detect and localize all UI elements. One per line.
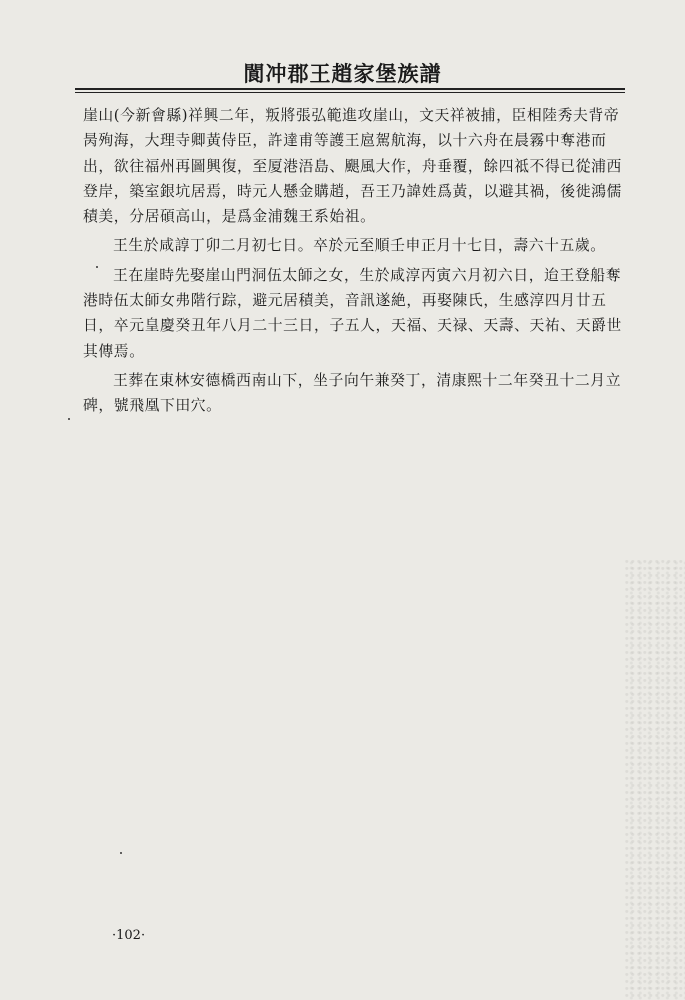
paragraph-1: 崖山(今新會縣)祥興二年，叛將張弘範進攻崖山，文天祥被捕，臣相陸秀夫背帝昺殉海，大理寺卿黃侍臣，許達甫等護王扈駕航海，以十六舟在晨霧中奪港而出，欲往福州再圖興復，至厦港浯島、颶風大作，舟垂覆，餘四祗不得已從浦西登岸，築室銀坑居焉，時元人懸金購趙，吾王乃諱姓爲黃，以避其禍，後徙鴻儒積美，分居碩高山，是爲金浦魏王系始祖。	[83, 107, 622, 226]
paragraph-4: 王葬在東林安德橋西南山下，坐子向午兼癸丁，清康熙十二年癸丑十二月立碑，號飛凰下田穴。	[83, 371, 622, 415]
page-number: ·102·	[112, 928, 146, 943]
body-text	[83, 103, 629, 423]
scan-noise	[625, 560, 685, 1000]
paragraph-3: 王在崖時先娶崖山門洞伍太師之女，生於咸淳丙寅六月初六日，迨王登船奪港時伍太師女弗階行踪，避元居積美，音訊遂絶，再娶陳氏，生感淳四月廿五日，卒元皇慶癸丑年八月二十三日，子五人，天福、天禄、天壽、天祐、天爵世其傳焉。	[83, 266, 622, 360]
page-header-title: 閬冲郡王趙家堡族譜	[243, 62, 442, 86]
scan-dot	[120, 852, 122, 854]
scan-dot	[96, 266, 98, 268]
scan-dot	[68, 418, 70, 420]
header-rule	[75, 88, 625, 93]
paragraph-2: 王生於咸諄丁卯二月初七日。卒於元至順壬申正月十七日，壽六十五歲。	[113, 237, 606, 255]
